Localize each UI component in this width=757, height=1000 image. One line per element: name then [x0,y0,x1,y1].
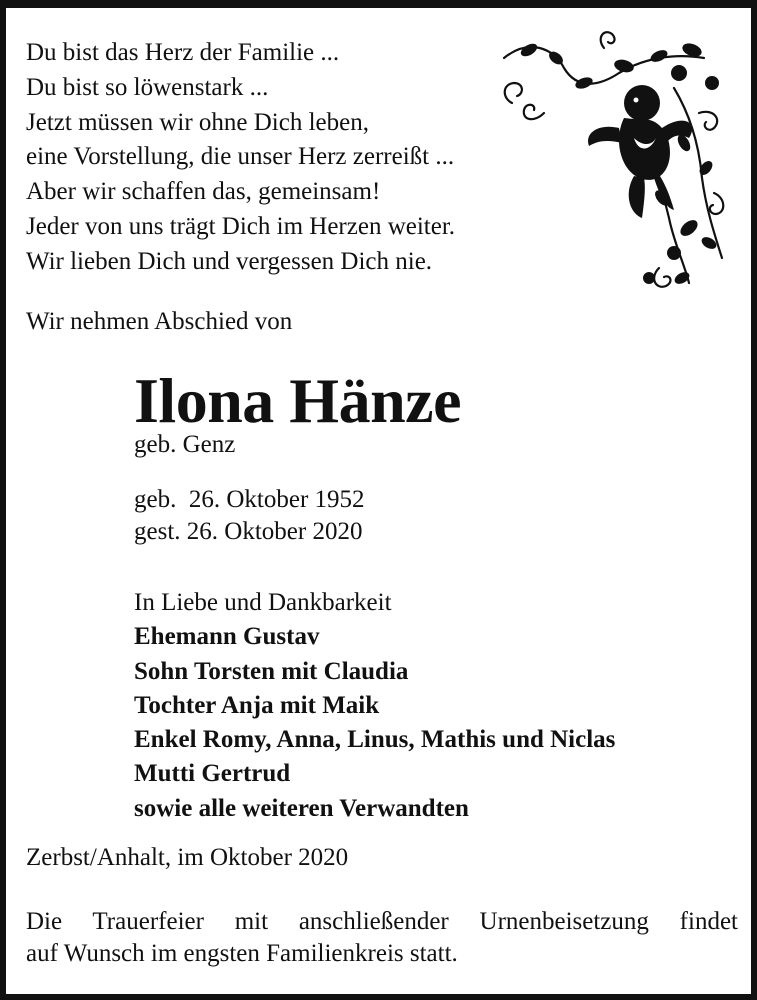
farewell-intro: Wir nehmen Abschied von [26,308,293,335]
mourner-entry: Mutti Gertrud [134,760,291,788]
mourner-entry: Tochter Anja mit Maik [134,691,380,719]
mourner-entry: sowie alle weiteren Verwandten [134,794,469,822]
poem-line: Jeder von uns trägt Dich im Herzen weiter. [26,212,456,240]
mourner-entry: Sohn Torsten mit Claudia [134,657,409,685]
death-date: gest. 26. Oktober 2020 [134,518,363,545]
funeral-notice [26,906,738,970]
poem-line: Du bist das Herz der Familie ... [26,39,340,66]
place-date: Zerbst/Anhalt, im Oktober 2020 [26,844,349,871]
mourner-entry: Ehemann Gustav [134,623,320,651]
mourners-block [134,586,615,826]
birth-date: geb. 26. Oktober 1952 [134,486,365,513]
life-dates [134,484,365,548]
obituary-card [6,8,751,994]
mourner-entry: Enkel Romy, Anna, Linus, Mathis und Niclas [134,726,616,754]
poem-line: Jetzt müssen wir ohne Dich leben, [26,108,369,136]
poem-line: Du bist so löwenstark ... [26,73,269,101]
deceased-name: Ilona Hänze [134,365,461,436]
poem-line: eine Vorstellung, die unser Herz zerreißt ... [26,143,455,171]
mourners-heading: In Liebe und Dankbarkeit [134,589,392,616]
poem-line: Aber wir schaffen das, gemeinsam! [26,178,381,206]
poem [26,36,455,280]
cherub-vine-ornament-icon [484,28,729,296]
maiden-name: geb. Genz [134,431,236,458]
poem-line: Wir lieben Dich und vergessen Dich nie. [26,247,433,275]
funeral-notice-line: auf Wunsch im engsten Familienkreis statt. [26,940,458,967]
funeral-notice-line: Die Trauerfeier mit anschließender Urnenbeisetzung findet [26,908,738,935]
